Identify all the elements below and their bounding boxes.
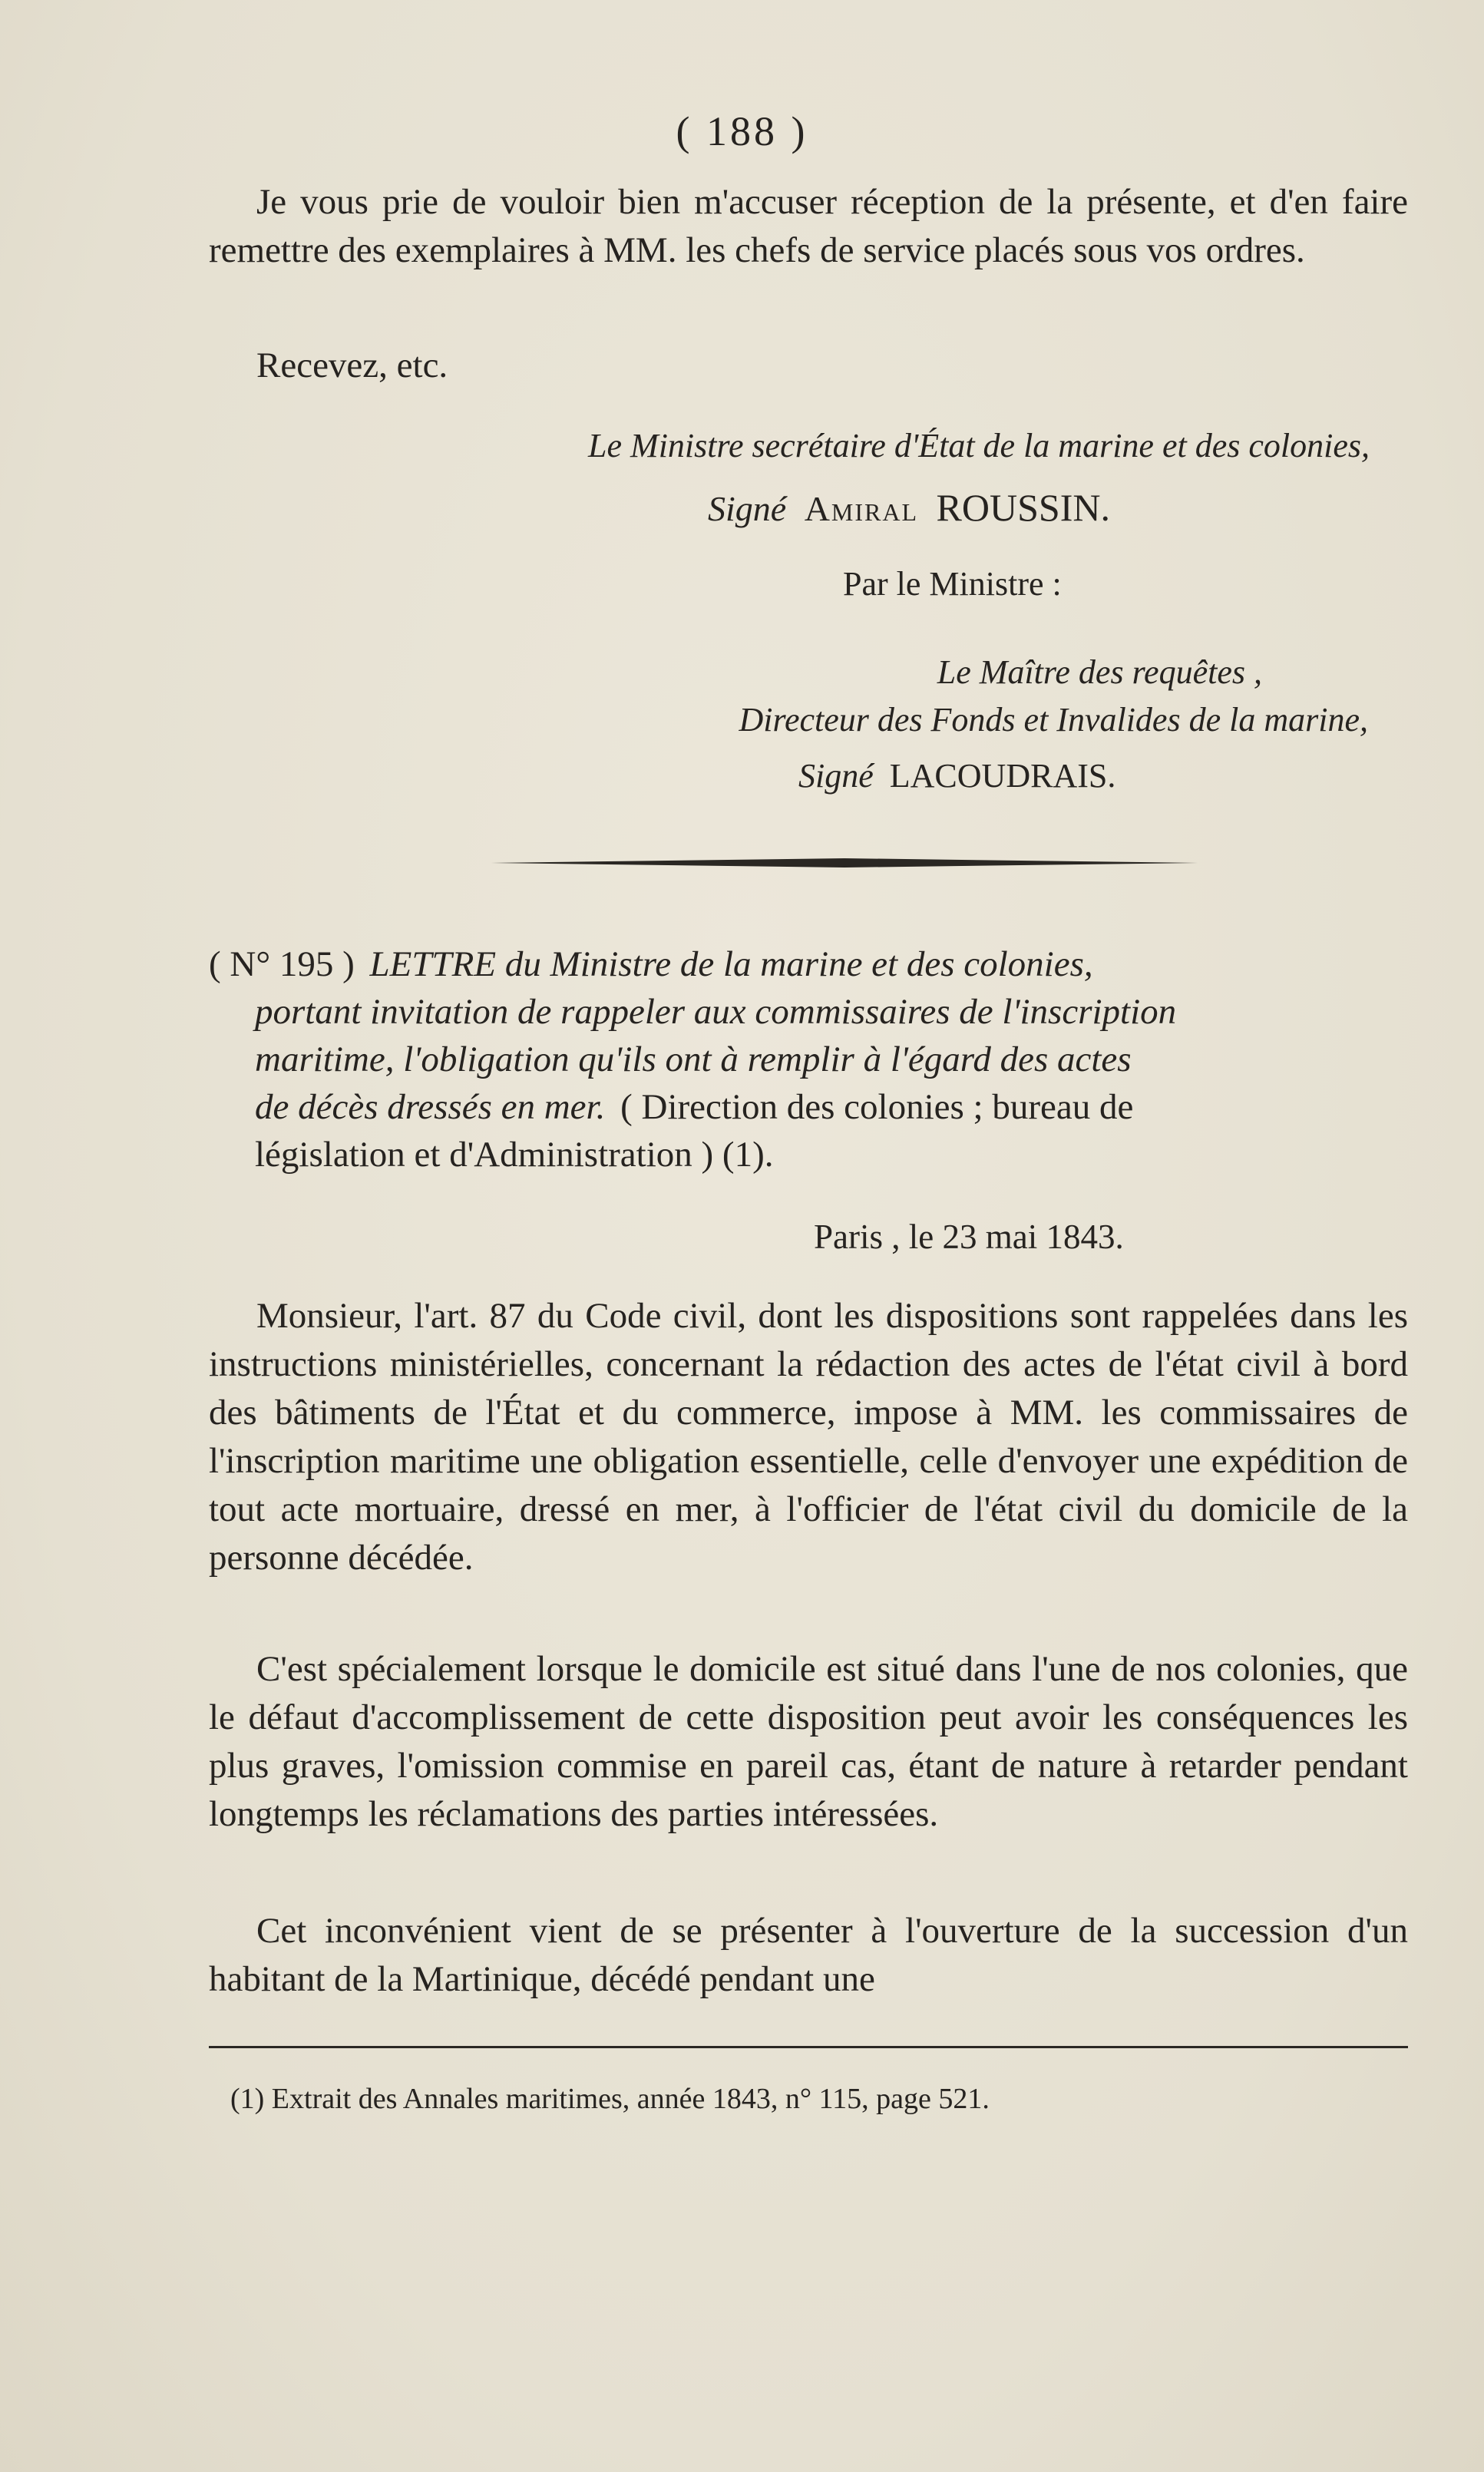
- letter-title-line-1: LETTRE du Ministre de la marine et des colonies,: [369, 944, 1093, 984]
- closing-formula: Recevez, etc.: [256, 345, 448, 385]
- maitre-title: Le Maître des requêtes ,: [937, 653, 1262, 691]
- letter-title-line-4-italic: de décès dressés en mer.: [255, 1087, 606, 1127]
- heading-line-1: [209, 940, 1408, 988]
- letter-title-line-4-plain: ( Direction des colonies ; bureau de: [620, 1087, 1134, 1127]
- heading-line-4: [209, 1083, 1408, 1131]
- admiral-rank: Amiral: [804, 489, 919, 528]
- signed-label: Signé: [708, 489, 787, 528]
- footnote: (1) Extrait des Annales maritimes, année 1843, n° 115, page 521.: [230, 2083, 990, 2115]
- director-name: LACOUDRAIS.: [889, 757, 1116, 795]
- footnote-rule: [209, 2046, 1408, 2048]
- admiral-signature: [708, 485, 1110, 530]
- signed-label-2: Signé: [798, 757, 874, 795]
- intro-paragraph: Je vous prie de vouloir bien m'accuser réception de la présente, et d'en faire remettre des exemplaires à MM. les chefs de service placés sous vos ordres.: [209, 182, 1408, 270]
- letter-heading: [209, 940, 1408, 1178]
- body-paragraph-3: Cet inconvénient vient de se présenter à l'ouverture de la succession d'un habitant de la Martinique, décédé pendant une: [209, 1911, 1408, 1999]
- letter-title-line-2: portant invitation de rappeler aux commissaires de l'inscription: [255, 992, 1177, 1032]
- director-signature: [798, 756, 1115, 795]
- ornamental-rule: [491, 858, 1198, 868]
- admiral-name: ROUSSIN.: [936, 486, 1110, 529]
- letter-title-line-3: maritime, l'obligation qu'ils ont à remplir à l'égard des actes: [255, 1039, 1132, 1079]
- letter-title-line-5: législation et d'Administration ) (1).: [255, 1135, 774, 1175]
- body-paragraph-2: C'est spécialement lorsque le domicile est situé dans l'une de nos colonies, que le défaut d'accomplissement de cette disposition peut avoir les conséquences les plus graves, l'omission commise en pareil cas, étant de nature à retarder pendant longtemps les réclamations des parties intéressées.: [209, 1649, 1408, 1834]
- by-minister: Par le Ministre :: [843, 565, 1062, 603]
- minister-title: Le Ministre secrétaire d'État de la marine et des colonies,: [588, 427, 1370, 464]
- page-number: ( 188 ): [676, 108, 808, 154]
- dateline: Paris , le 23 mai 1843.: [814, 1218, 1124, 1256]
- letter-number: ( N° 195 ): [209, 944, 355, 984]
- directeur-title: Directeur des Fonds et Invalides de la marine,: [739, 701, 1368, 739]
- body-paragraph-1: Monsieur, l'art. 87 du Code civil, dont les dispositions sont rappelées dans les instructions ministérielles, concernant la rédaction des actes de l'état civil à bord des bâtiments de l'État et du commerce, impose à MM. les commissaires de l'inscription maritime une obligation essentielle, celle d'envoyer une expédition de tout acte mortuaire, dressé en mer, à l'officier de l'état civil du domicile de la personne décédée.: [209, 1296, 1408, 1578]
